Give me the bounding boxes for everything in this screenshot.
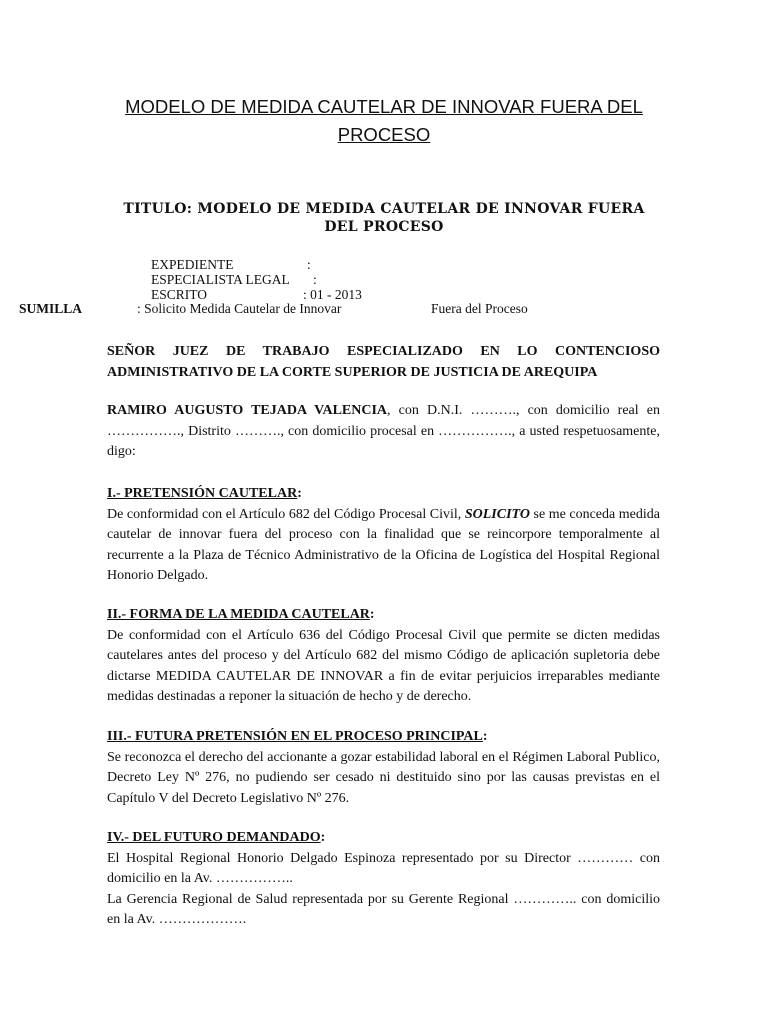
- section-text-after: se me conceda medida cautelar de innovar fuera del proceso con la finalidad que se reincorpore temporalmente al recurrente a la Plaza de Técnico Administrativo de la Oficina de Logística del Hospital Regional Honorio Delgado.: [107, 506, 660, 583]
- section-heading-text: I.- PRETENSIÓN CAUTELAR: [107, 486, 298, 501]
- section-heading: [107, 727, 660, 748]
- solicito-emphasis: SOLICITO: [464, 506, 530, 522]
- section-futuro-demandado: [107, 828, 660, 931]
- expediente-value: :: [307, 257, 311, 272]
- escrito-value: : 01 - 2013: [303, 287, 362, 302]
- petitioner-name: RAMIRO AUGUSTO TEJADA VALENCIA: [107, 403, 388, 418]
- section-body: [107, 505, 660, 587]
- addressee: SEÑOR JUEZ DE TRABAJO ESPECIALIZADO EN LO CONTENCIOSO ADMINISTRATIVO DE LA CORTE SUPERIOR DE JUSTICIA DE AREQUIPA: [107, 344, 660, 380]
- section-heading: [107, 828, 660, 849]
- introduction-paragraph: [107, 401, 660, 463]
- section-body: Se reconozca el derecho del accionante a gozar estabilidad laboral en el Régimen Laboral Publico, Decreto Ley Nº 276, no pudiendo ser cesado ni destituido sino por las causas previstas en el Capítulo V del Decreto Legislativo Nº 276.: [107, 749, 660, 806]
- document-subtitle: TITULO: MODELO DE MEDIDA CAUTELAR DE INNOVAR FUERA DEL PROCESO: [123, 201, 645, 235]
- section-heading-colon: :: [482, 729, 488, 744]
- section-heading-colon: :: [297, 486, 302, 501]
- section-heading-colon: :: [320, 830, 326, 845]
- document-main-title: MODELO DE MEDIDA CAUTELAR DE INNOVAR FUERA DEL PROCESO: [125, 96, 643, 145]
- section-forma-medida: [107, 605, 660, 708]
- especialista-value: :: [313, 272, 317, 287]
- especialista-label: ESPECIALISTA LEGAL: [151, 272, 290, 287]
- section-futura-pretension: [107, 727, 660, 809]
- section-body-gerencia: La Gerencia Regional de Salud representada por su Gerente Regional ………….. con domicilio en la Av. ……………….: [107, 891, 660, 927]
- section-pretension-cautelar: [107, 484, 660, 587]
- sumilla-value: : Solicito Medida Cautelar de Innovar: [137, 301, 342, 316]
- section-heading-colon: :: [369, 607, 375, 622]
- expediente-label: EXPEDIENTE: [151, 257, 234, 272]
- section-body-hospital: El Hospital Regional Honorio Delgado Espinoza representado por su Director ………… con domicilio en la Av. ……………..: [107, 850, 660, 886]
- section-body: De conformidad con el Artículo 636 del Código Procesal Civil que permite se dicten medidas cautelares antes del proceso y del Artículo 682 del mismo Código de aplicación supletoria debe dictarse MEDIDA CAUTELAR DE INNOVAR a fin de evitar perjuicios irreparables mediante medidas destinadas a reponer la situación de hecho y de derecho.: [107, 627, 660, 704]
- sumilla-value-continued: Fuera del Proceso: [431, 301, 528, 316]
- section-heading-text: III.- FUTURA PRETENSIÓN EN EL PROCESO PRINCIPAL: [107, 729, 483, 744]
- section-text-before: De conformidad con el Artículo 682 del Código Procesal Civil,: [107, 506, 465, 522]
- section-heading: [107, 605, 660, 626]
- section-heading-text: II.- FORMA DE LA MEDIDA CAUTELAR: [107, 607, 370, 622]
- sumilla-label: SUMILLA: [19, 301, 83, 316]
- escrito-label: ESCRITO: [151, 287, 208, 302]
- section-heading: [107, 484, 660, 505]
- section-heading-text: IV.- DEL FUTURO DEMANDADO: [107, 830, 321, 845]
- introduction-text: , con D.N.I. ………., con domicilio real en ……………., Distrito ………., con domicilio procesal en ……………., a usted respetuosamente, digo:: [107, 403, 660, 459]
